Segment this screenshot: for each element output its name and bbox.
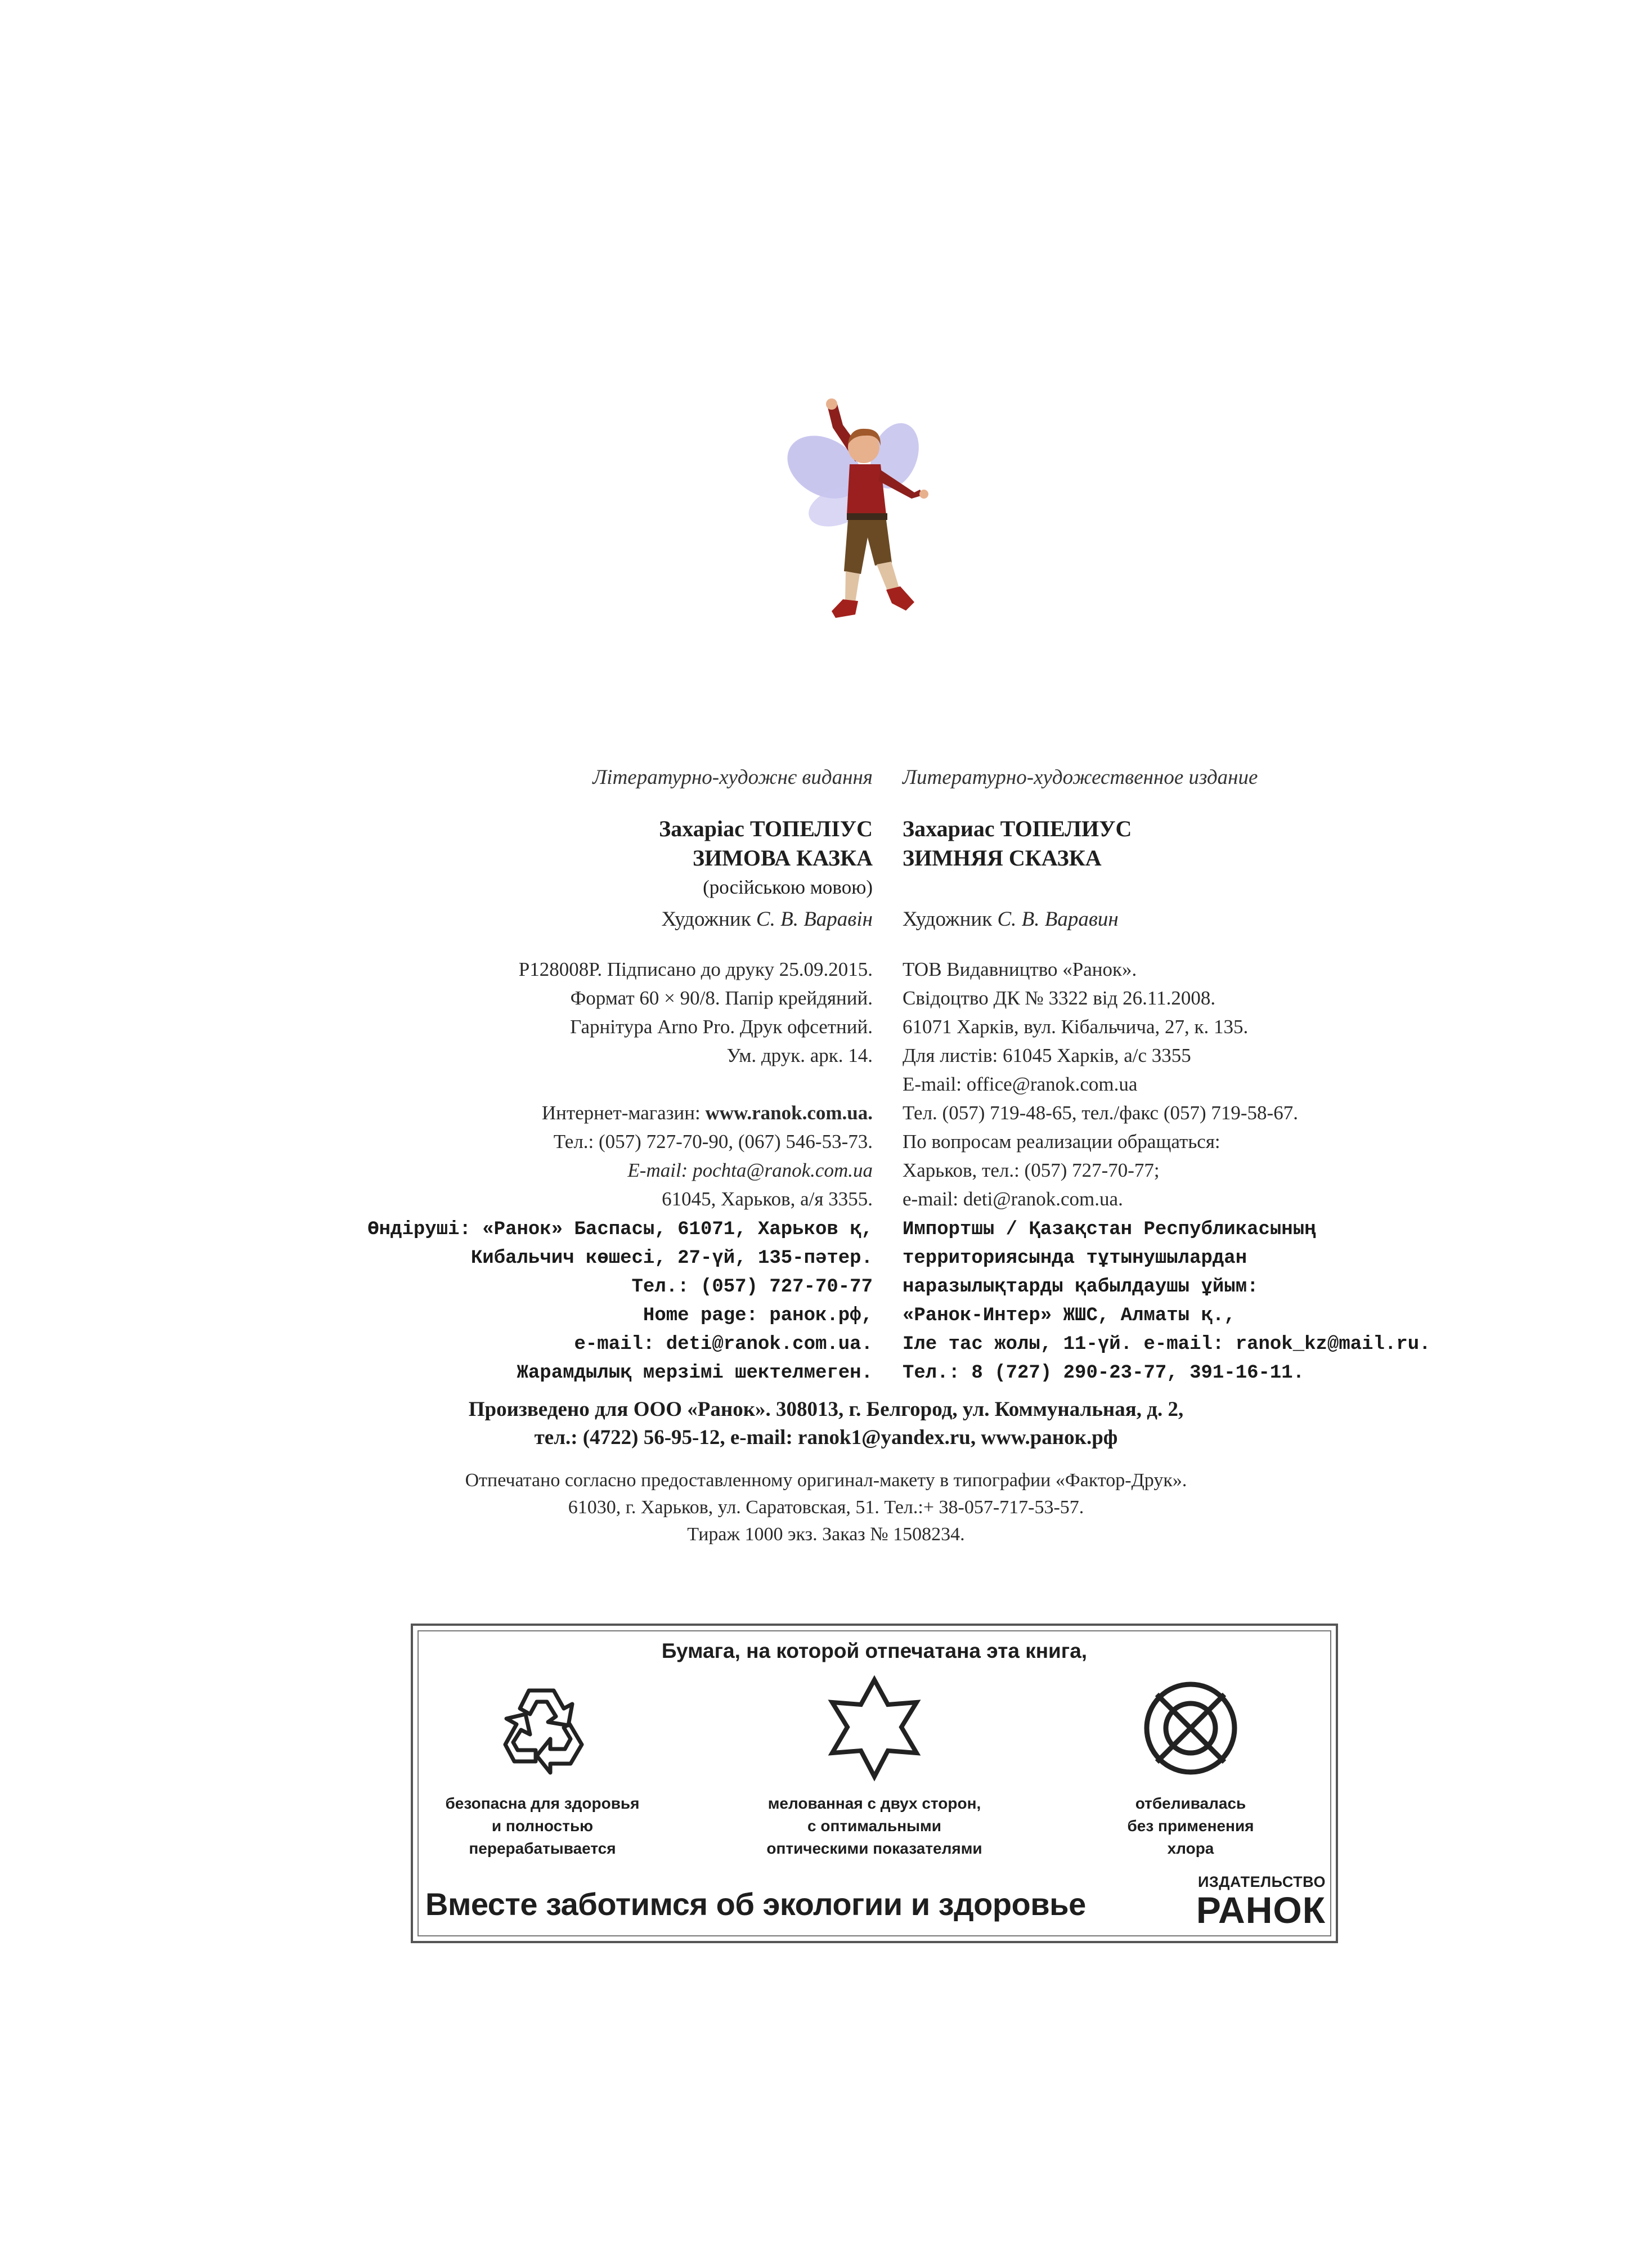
print-info-line: Формат 60 × 90/8. Папір крейдяний. xyxy=(570,987,873,1009)
publisher-info-line: E-mail: office@ranok.com.ua xyxy=(903,1073,1138,1095)
fairy-illustration xyxy=(771,394,957,642)
kz-manufacturer-line: e-mail: deti@ranok.com.ua. xyxy=(574,1334,873,1355)
eco-info-box xyxy=(411,1624,1338,1943)
shop-line xyxy=(542,1098,873,1127)
eco-slogan: Вместе заботимся об экологии и здоровье xyxy=(425,1886,1086,1922)
recycle-icon xyxy=(485,1679,598,1781)
shop-prefix: Интернет-магазин: xyxy=(541,1102,706,1124)
sales-info-line: e-mail: deti@ranok.com.ua. xyxy=(903,1188,1123,1210)
kz-importer-line: Импортшы / Қазақстан Республикасының xyxy=(903,1219,1316,1240)
language-note: (російською мовою) xyxy=(703,876,873,898)
star-icon xyxy=(818,1675,931,1782)
print-info xyxy=(519,955,873,1070)
artist-prefix-ua: Художник xyxy=(661,908,756,931)
kz-importer-line: «Ранок-Интер» ЖШС, Алматы қ., xyxy=(903,1305,1236,1326)
eco-caption-line: перерабатывается xyxy=(469,1840,616,1857)
print-info-line: Р128008Р. Підписано до друку 25.09.2015. xyxy=(518,958,873,980)
produced-line: Произведено для ООО «Ранок». 308013, г. Белгород, ул. Коммунальная, д. 2, xyxy=(468,1398,1184,1421)
artist-ru xyxy=(903,907,1119,931)
publisher-info-line: 61071 Харків, вул. Кібальчича, 27, к. 135. xyxy=(903,1016,1249,1038)
publisher-info-line: Свідоцтво ДК № 3322 від 26.11.2008. xyxy=(903,987,1216,1009)
eco-caption-recycle xyxy=(413,1792,672,1860)
publisher-info xyxy=(903,955,1298,1127)
logo-top-text: ИЗДАТЕЛЬСТВО xyxy=(1197,1873,1326,1890)
artist-ua xyxy=(661,907,873,931)
title-block-ua xyxy=(659,814,873,902)
kz-manufacturer-line: Home page: ранок.рф, xyxy=(643,1305,873,1326)
artist-name-ru: С. В. Варавин xyxy=(997,908,1119,931)
eco-caption-line: и полностью xyxy=(491,1817,594,1835)
kz-manufacturer xyxy=(367,1216,873,1388)
publisher-info-line: ТОВ Видавництво «Ранок». xyxy=(903,958,1137,980)
publisher-info-line: Для листів: 61045 Харків, а/с 3355 xyxy=(903,1044,1191,1066)
shop-url: www.ranok.com.ua. xyxy=(705,1102,873,1124)
eco-caption-coated xyxy=(745,1792,1004,1860)
eco-title: Бумага, на которой отпечатана эта книга, xyxy=(661,1639,1088,1662)
kz-manufacturer-line: Кибальчич көшесі, 27-үй, 135-пәтер. xyxy=(470,1248,873,1269)
print-info-line: Ум. друк. арк. 14. xyxy=(726,1044,873,1066)
book-title-ua: ЗИМОВА КАЗКА xyxy=(692,845,873,871)
author-ua: Захаріас ТОПЕЛІУС xyxy=(659,816,873,841)
kz-manufacturer-line: Тел.: (057) 727-70-77 xyxy=(631,1276,873,1298)
no-chlorine-icon xyxy=(1140,1678,1241,1779)
author-ru: Захариас ТОПЕЛИУС xyxy=(903,816,1132,841)
kz-importer-line: Тел.: 8 (727) 290-23-77, 391-16-11. xyxy=(903,1362,1305,1384)
printed-line: Тираж 1000 экз. Заказ № 1508234. xyxy=(687,1524,965,1545)
kz-importer-line: Іле тас жолы, 11-үй. e-mail: ranok_kz@mail.ru. xyxy=(903,1334,1431,1355)
kz-manufacturer-line: Өндіруші: «Ранок» Баспасы, 61071, Харьков қ, xyxy=(367,1219,873,1240)
book-title-ru: ЗИМНЯЯ СКАЗКА xyxy=(903,845,1102,871)
artist-name-ua: С. В. Варавін xyxy=(756,908,873,931)
eco-caption-line: хлора xyxy=(1167,1840,1214,1857)
eco-caption-line: безопасна для здоровья xyxy=(445,1795,640,1812)
sales-info-line: По вопросам реализации обращаться: xyxy=(903,1131,1220,1153)
kz-manufacturer-line: Жарамдылық мерзімі шектелмеген. xyxy=(517,1362,873,1384)
contact-line: 61045, Харьков, а/я 3355. xyxy=(662,1188,873,1210)
print-info-line: Гарнітура Arno Pro. Друк офсетний. xyxy=(570,1016,873,1038)
produced-for xyxy=(0,1396,1652,1452)
contact-line: Тел.: (057) 727-70-90, (067) 546-53-73. xyxy=(553,1131,873,1153)
publisher-logo xyxy=(1196,1872,1326,1929)
eco-caption-line: без применения xyxy=(1127,1817,1254,1835)
printing-house xyxy=(0,1467,1652,1548)
sales-info xyxy=(903,1127,1220,1213)
title-block-ru xyxy=(903,814,1132,873)
eco-caption-line: мелованная с двух сторон, xyxy=(767,1795,981,1812)
publisher-info-line: Тел. (057) 719-48-65, тел./факс (057) 719-58-67. xyxy=(903,1102,1298,1124)
shop-contacts xyxy=(542,1098,873,1213)
printed-line: 61030, г. Харьков, ул. Саратовская, 51. Тел.:+ 38-057-717-53-57. xyxy=(568,1497,1084,1518)
sales-info-line: Харьков, тел.: (057) 727-70-77; xyxy=(903,1159,1160,1181)
kz-importer-line: наразылықтарды қабылдаушы ұйым: xyxy=(903,1276,1259,1298)
produced-line: тел.: (4722) 56-95-12, e-mail: ranok1@yandex.ru, www.ранок.рф xyxy=(534,1426,1118,1449)
artist-prefix-ru: Художник xyxy=(903,908,998,931)
contact-line: E-mail: pochta@ranok.com.ua xyxy=(627,1159,873,1181)
eco-caption-line: оптическими показателями xyxy=(766,1840,982,1857)
eco-caption-line: с оптимальными xyxy=(807,1817,941,1835)
genre-ru: Литературно-художественное издание xyxy=(903,766,1258,789)
eco-caption-chlorine xyxy=(1061,1792,1320,1860)
genre-ua: Літературно-художнє видання xyxy=(592,766,873,789)
kz-importer xyxy=(903,1216,1431,1388)
printed-line: Отпечатано согласно предоставленному оригинал-макету в типографии «Фактор-Друк». xyxy=(465,1470,1187,1491)
logo-name: РАНОК xyxy=(1196,1889,1326,1931)
eco-caption-line: отбеливалась xyxy=(1135,1795,1246,1812)
kz-importer-line: территориясында тұтынушылардан xyxy=(903,1248,1247,1269)
